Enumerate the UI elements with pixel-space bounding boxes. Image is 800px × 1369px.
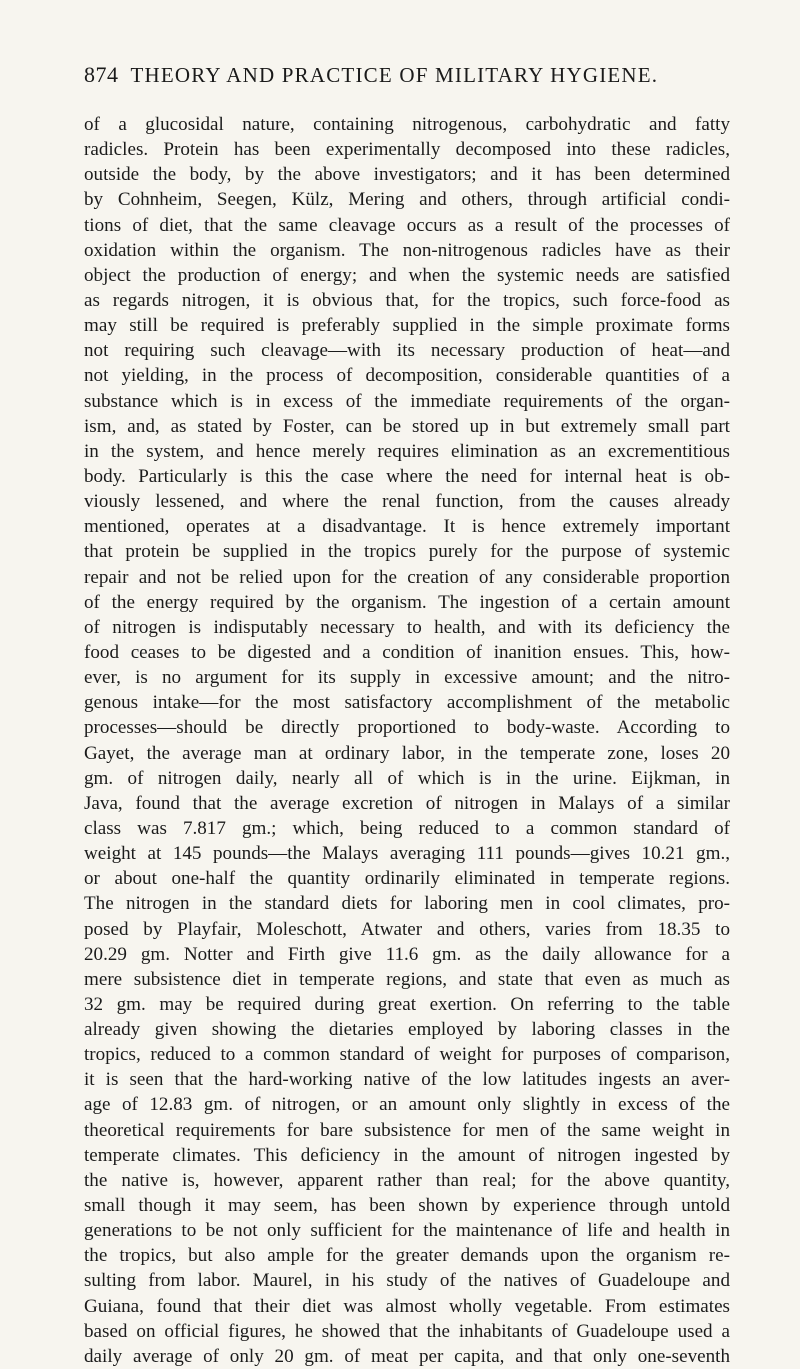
text-line: the tropics, but also ample for the greater demands upon the organism re- [84, 1245, 730, 1267]
text-line: repair and not be relied upon for the creation of any considerable proportion [84, 566, 730, 588]
text-line: gm. of nitrogen daily, nearly all of which is in the urine. Eijkman, in [84, 767, 730, 789]
text-line: 20.29 gm. Notter and Firth give 11.6 gm. as the daily allowance for a [84, 943, 730, 965]
text-line: Gayet, the average man at ordinary labor, in the temperate zone, loses 20 [84, 742, 730, 764]
text-line: small though it may seem, has been shown by experience through untold [84, 1195, 730, 1217]
text-line: viously lessened, and where the renal function, from the causes already [84, 491, 730, 513]
text-line: of nitrogen is indisputably necessary to health, and with its deficiency the [84, 616, 730, 638]
text-line: that protein be supplied in the tropics purely for the purpose of systemic [84, 541, 730, 563]
text-line: mere subsistence diet in temperate regions, and state that even as much as [84, 968, 730, 990]
text-line: may still be required is preferably supplied in the simple proximate forms [84, 315, 730, 337]
text-line: of a glucosidal nature, containing nitrogenous, carbohydratic and fatty [84, 114, 730, 135]
text-line: not yielding, in the process of decomposition, considerable quantities of a [84, 365, 730, 387]
text-line: The nitrogen in the standard diets for laboring men in cool climates, pro- [84, 893, 730, 915]
text-line: class was 7.817 gm.; which, being reduced to a common standard of [84, 817, 730, 839]
text-line: theoretical requirements for bare subsistence for men of the same weight in [84, 1119, 730, 1141]
text-line: body. Particularly is this the case where the need for internal heat is ob- [84, 465, 730, 487]
text-line: food ceases to be digested and a condition of inanition ensues. This, how- [84, 641, 730, 663]
text-line: oxidation within the organism. The non-nitrogenous radicles have as their [84, 239, 730, 261]
text-line: of the energy required by the organism. The ingestion of a certain amount [84, 591, 730, 613]
text-line: outside the body, by the above investigators; and it has been determined [84, 164, 730, 186]
text-line: in the system, and hence merely requires elimination as an excrementitious [84, 440, 730, 462]
text-line: Java, found that the average excretion of nitrogen in Malays of a similar [84, 792, 730, 814]
text-line: the native is, however, apparent rather than real; for the above quantity, [84, 1169, 730, 1191]
text-line: or about one-half the quantity ordinarily eliminated in temperate regions. [84, 868, 730, 890]
text-line: daily average of only 20 gm. of meat per capita, and that only one-seventh [84, 1345, 730, 1367]
text-line: genous intake—for the most satisfactory accomplishment of the metabolic [84, 692, 730, 714]
text-line: age of 12.83 gm. of nitrogen, or an amount only slightly in excess of the [84, 1094, 730, 1116]
text-line: as regards nitrogen, it is obvious that, for the tropics, such force-food as [84, 289, 730, 311]
text-line: weight at 145 pounds—the Malays averaging 111 pounds—gives 10.21 gm., [84, 843, 730, 865]
text-line: already given showing the dietaries employed by laboring classes in the [84, 1019, 730, 1041]
running-head: THEORY AND PRACTICE OF MILITARY HYGIENE. [130, 63, 659, 87]
page-number: 874 [84, 62, 119, 87]
page-header [84, 62, 724, 92]
text-line: ism, and, as stated by Foster, can be stored up in but extremely small part [84, 415, 730, 437]
text-line: tions of diet, that the same cleavage occurs as a result of the processes of [84, 214, 730, 236]
text-line: based on official figures, he showed that the inhabitants of Guadeloupe used a [84, 1320, 730, 1342]
text-line: processes—should be directly proportioned to body-waste. According to [84, 717, 730, 739]
text-line: by Cohnheim, Seegen, Külz, Mering and others, through artificial condi- [84, 189, 730, 211]
text-line: mentioned, operates at a disadvantage. It is hence extremely important [84, 516, 730, 538]
text-line: ever, is no argument for its supply in excessive amount; and the nitro- [84, 667, 730, 689]
text-line: it is seen that the hard-working native of the low latitudes ingests an aver- [84, 1069, 730, 1091]
text-line: tropics, reduced to a common standard of weight for purposes of comparison, [84, 1044, 730, 1066]
text-line: Guiana, found that their diet was almost wholly vegetable. From estimates [84, 1295, 730, 1317]
text-line: object the production of energy; and when the systemic needs are satisfied [84, 264, 730, 286]
body-paragraph [84, 112, 730, 1369]
text-line: sulting from labor. Maurel, in his study of the natives of Guadeloupe and [84, 1270, 730, 1292]
text-line: 32 gm. may be required during great exertion. On referring to the table [84, 993, 730, 1015]
text-line: not requiring such cleavage—with its necessary production of heat—and [84, 340, 730, 362]
text-line: posed by Playfair, Moleschott, Atwater and others, varies from 18.35 to [84, 918, 730, 940]
text-line: substance which is in excess of the immediate requirements of the organ- [84, 390, 730, 412]
text-line: generations to be not only sufficient for the maintenance of life and health in [84, 1220, 730, 1242]
text-line: temperate climates. This deficiency in the amount of nitrogen ingested by [84, 1144, 730, 1166]
text-line: radicles. Protein has been experimentally decomposed into these radicles, [84, 139, 730, 161]
